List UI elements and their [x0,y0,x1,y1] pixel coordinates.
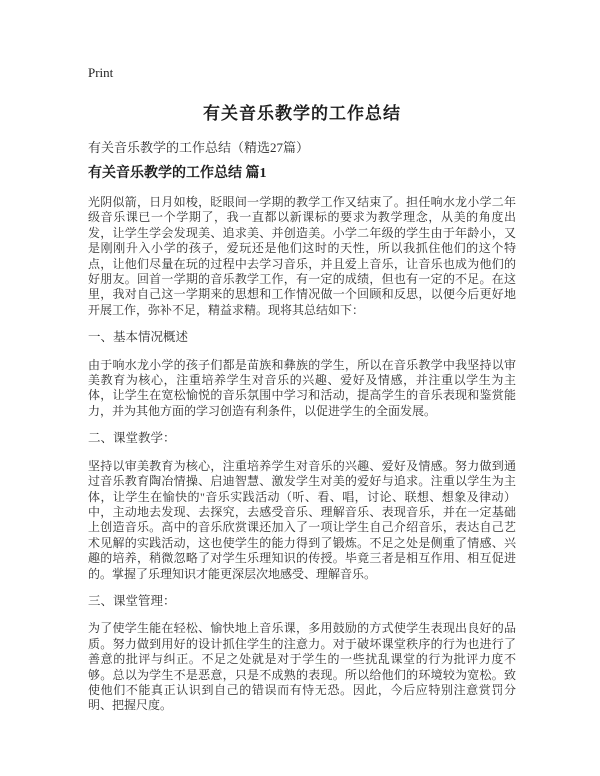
article-subtitle: 有关音乐教学的工作总结（精选27篇） [88,140,310,155]
section-1-heading: 一、基本情况概述 [88,330,189,345]
section-2-heading: 二、课堂教学： [88,431,176,446]
section-3-paragraph: 为了使学生能在轻松、愉快地上音乐课，多用鼓励的方式使学生表现出良好的品质。努力做到用好的设计抓住学生的注意力。对于破坏课堂秩序的行为也进行了善意的批评与纠正。不足之处就是对于学生的一些扰乱课堂的行为批评力度不够。总以为学生不是恶意，只是不成熟的表现。所以给他们的环境较为宽松。致使他们不能真正认识到自己的错误而有恃无恐。因此，今后应特别注意赏罚分明、把握尺度。 [88,621,516,713]
article-section-title: 有关音乐教学的工作总结 篇1 [88,166,267,181]
section-2-paragraph: 坚持以审美教育为核心，注重培养学生对音乐的兴趣、爱好及情感。努力做到通过音乐教育陶冶情操、启迪智慧、激发学生对美的爱好与追求。注重以学生为主体，让学生在愉快的"音乐实践活动（听、看、唱，讨论、联想、想象及律动）中，主动地去发现、去探究，去感受音乐、理解音乐、表现音乐，并在一定基础上创造音乐。高中的音乐欣赏课还加入了一项让学生自己介绍音乐，表达自己艺术见解的实践活动，这也使学生的能力得到了锻炼。不足之处是侧重了情感、兴趣的培养，稍微忽略了对学生乐理知识的传授。毕竟三者是相互作用、相互促进的。掌握了乐理知识才能更深层次地感受、理解音乐。 [88,458,516,581]
section-3-heading: 三、课堂管理： [88,593,176,608]
section-1-paragraph: 由于响水龙小学的孩子们都是苗族和彝族的学生，所以在音乐教学中我坚持以审美教育为核心，注重培养学生对音乐的兴趣、爱好及情感，并注重以学生为主体，让学生在宽松愉悦的音乐氛围中学习和活动，提高学生的音乐表现和鉴赏能力，并为其他方面的学习创造有利条件，以促进学生的全面发展。 [88,357,516,418]
intro-paragraph: 光阴似箭，日月如梭，眨眼间一学期的教学工作又结束了。担任响水龙小学二年级音乐课已一个学期了，我一直都以新课标的要求为教学理念，从美的角度出发，让学生学会发现美、追求美、并创造美。小学二年级的学生由于年龄小，又是刚刚升入小学的孩子，爱玩还是他们这时的天性，所以我抓住他们的这个特点，让他们尽量在玩的过程中去学习音乐，并且爱上音乐，让音乐也成为他们的好朋友。回首一学期的音乐教学工作，有一定的成绩，但也有一定的不足。在这里，我对自己这一学期来的思想和工作情况做一个回顾和反思，以便今后更好地开展工作，弥补不足，精益求精。现将其总结如下： [88,195,516,317]
print-button[interactable]: Print [88,65,114,80]
page-title: 有关音乐教学的工作总结 [203,104,401,123]
